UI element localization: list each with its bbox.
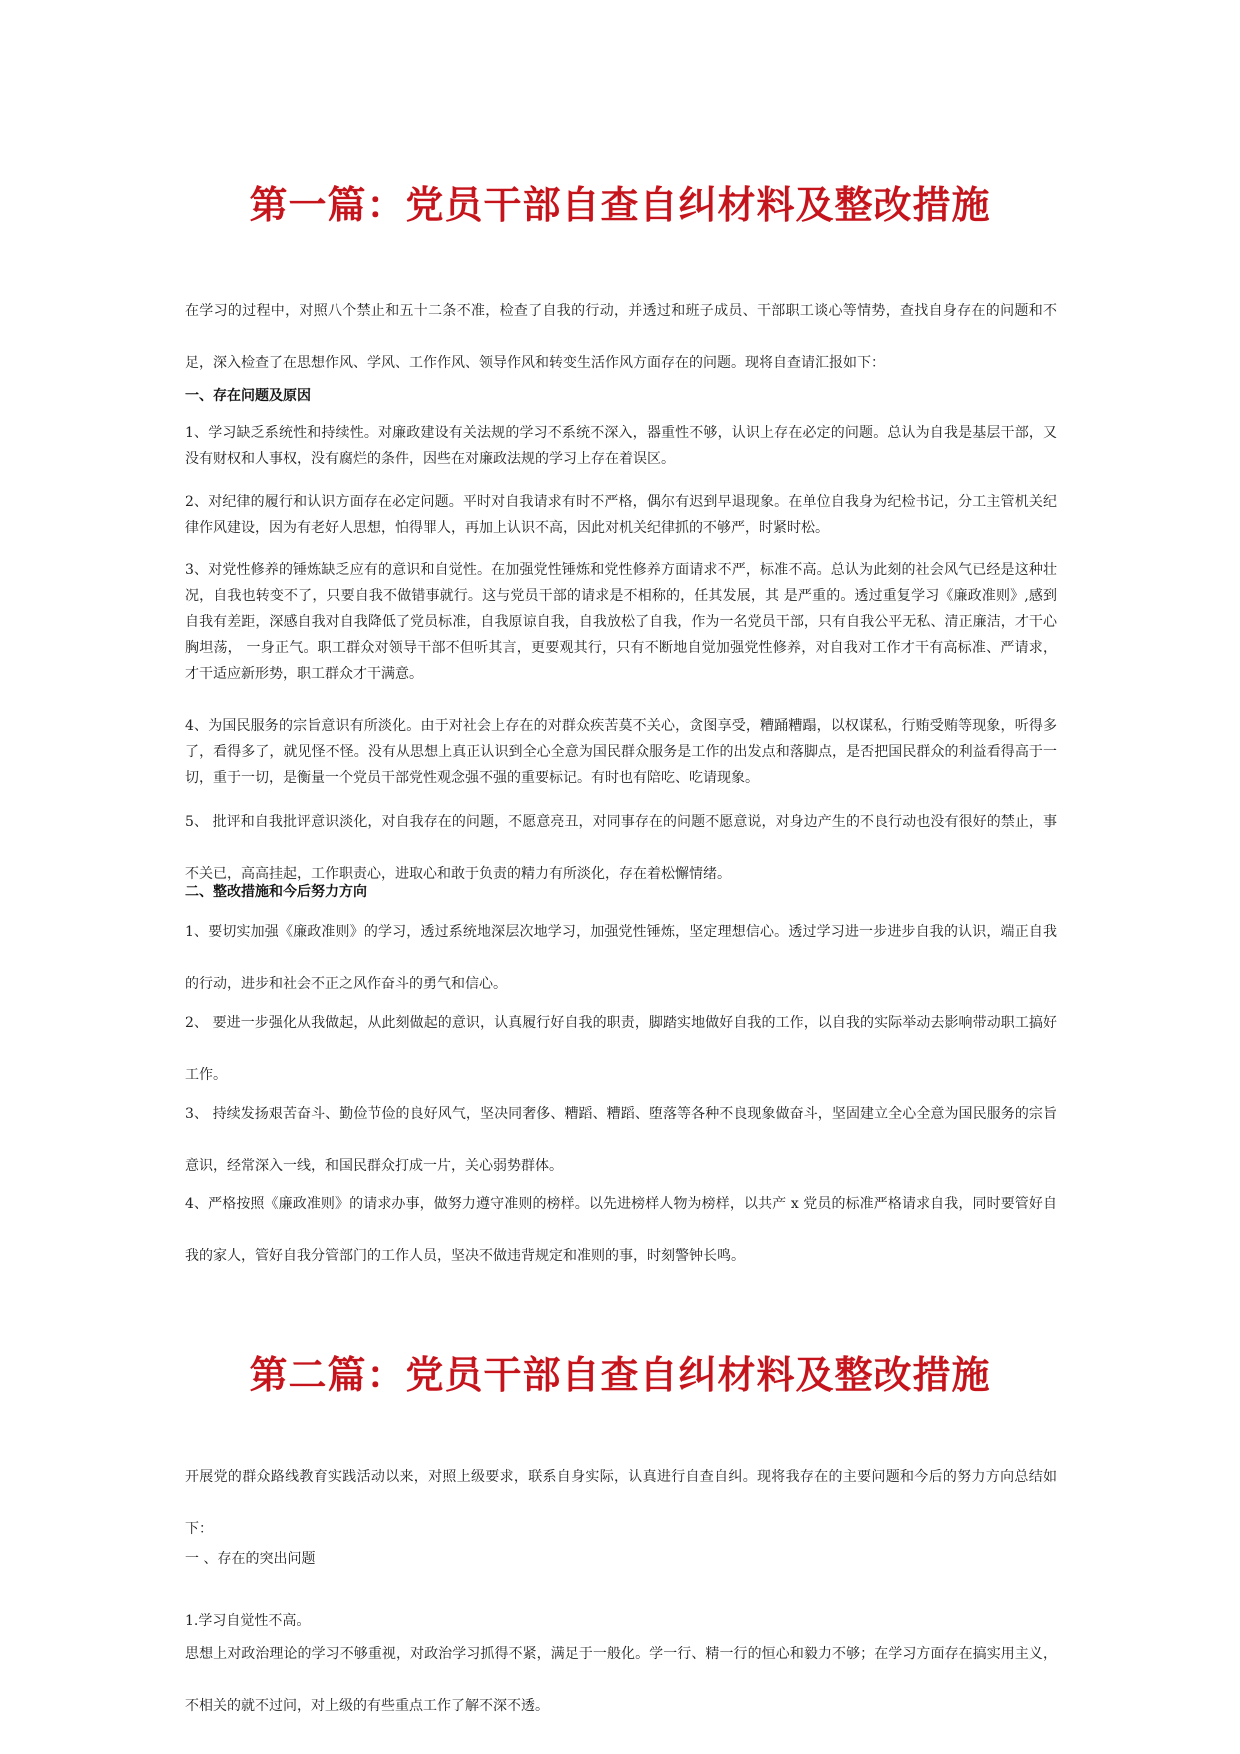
problem-item-5: 5、 批评和自我批评意识淡化，对自我存在的问题，不愿意亮丑，对同事存在的问题不愿意说，对身边产生的不良行动也没有很好的禁止，事不关已，高高挂起，工作职责心，进取心和敢于负责的精力有所淡化，存在着松懈情绪。	[185, 814, 1057, 882]
problem-item-3: 3、对党性修养的锤炼缺乏应有的意识和自觉性。在加强党性锤炼和党性修养方面请求不严，标准不高。总认为此刻的社会风气已经是这种壮况，自我也转变不了，只要自我不做错事就行。这与党员干部的请求是不相称的，任其发展，其 是严重的。透过重复学习《廉政准则》,感到自我有差距，深感自我对自我降低了党员标准，自我原谅自我，自我放松了自我，作为一名党员干部，只有自我公平无私、清正廉洁，才干心胸坦荡， 一身正气。职工群众对领导干部不但听其言，更要观其行，只有不断地自觉加强党性修养，对自我对工作才干有高标准、严请求，才干适应新形势，职工群众才干满意。	[185, 562, 1057, 682]
problem-item-1: 1、学习缺乏系统性和持续性。对廉政建设有关法规的学习不系统不深入，器重性不够，认识上存在必定的问题。总认为自我是基层干部，又没有财权和人事权，没有腐烂的条件，因些在对廉政法规的学习上存在着误区。	[185, 425, 1057, 467]
article2-title: 第二篇：党员干部自查自纠材料及整改措施	[249, 1352, 991, 1397]
article1-section2-heading: 二、整改措施和今后努力方向	[185, 884, 367, 900]
measure-item-4: 4、严格按照《廉政准则》的请求办事，做努力遵守准则的榜样。以先进榜样人物为榜样，以共产 x 党员的标准严格请求自我，同时要管好自我的家人，管好自我分管部门的工作人员，坚决不做违背规定和准则的事，时刻警钟长鸣。	[185, 1196, 1057, 1264]
article2-item1-title: 1.学习自觉性不高。	[185, 1613, 311, 1629]
article1-intro: 在学习的过程中，对照八个禁止和五十二条不准，检查了自我的行动，并透过和班子成员、干部职工谈心等情势，查找自身存在的问题和不足，深入检查了在思想作风、学风、工作作风、领导作风和转变生活作风方面存在的问题。现将自查请汇报如下：	[185, 303, 1057, 371]
article1-title: 第一篇：党员干部自查自纠材料及整改措施	[249, 182, 991, 227]
measure-item-2: 2、 要进一步强化从我做起，从此刻做起的意识，认真履行好自我的职责，脚踏实地做好自我的工作，以自我的实际举动去影响带动职工搞好工作。	[185, 1015, 1057, 1083]
article2-section1-heading: 一 、存在的突出问题	[185, 1551, 316, 1567]
measure-item-3: 3、 持续发扬艰苦奋斗、勤俭节俭的良好风气，坚决同奢侈、糟蹈、糟蹈、堕落等各种不良现象做奋斗，坚固建立全心全意为国民服务的宗旨意识，经常深入一线，和国民群众打成一片，关心弱势群体。	[185, 1106, 1057, 1174]
article1-section1-heading: 一、存在问题及原因	[185, 388, 311, 404]
measure-item-1: 1、要切实加强《廉政准则》的学习，透过系统地深层次地学习，加强党性锤炼，坚定理想信心。透过学习进一步进步自我的认识，端正自我的行动，进步和社会不正之风作奋斗的勇气和信心。	[185, 924, 1057, 992]
problem-item-2: 2、对纪律的履行和认识方面存在必定问题。平时对自我请求有时不严格，偶尔有迟到早退现象。在单位自我身为纪检书记，分工主管机关纪律作风建设，因为有老好人思想，怕得罪人，再加上认识不高，因此对机关纪律抓的不够严，时紧时松。	[185, 494, 1057, 536]
article2-intro: 开展党的群众路线教育实践活动以来，对照上级要求，联系自身实际，认真进行自查自纠。现将我存在的主要问题和今后的努力方向总结如下：	[185, 1469, 1057, 1537]
article2-item1-body: 思想上对政治理论的学习不够重视，对政治学习抓得不紧，满足于一般化。学一行、精一行的恒心和毅力不够；在学习方面存在搞实用主义，不相关的就不过问，对上级的有些重点工作了解不深不透。	[185, 1646, 1057, 1714]
problem-item-4: 4、为国民服务的宗旨意识有所淡化。由于对社会上存在的对群众疾苦莫不关心，贪图享受，糟踊糟蹋，以权谋私，行贿受贿等现象，听得多了，看得多了，就见怪不怪。没有从思想上真正认识到全心全意为国民群众服务是工作的出发点和落脚点，是否把国民群众的利益看得高于一切，重于一切，是衡量一个党员干部党性观念强不强的重要标记。有时也有陪吃、吃请现象。	[185, 718, 1057, 786]
